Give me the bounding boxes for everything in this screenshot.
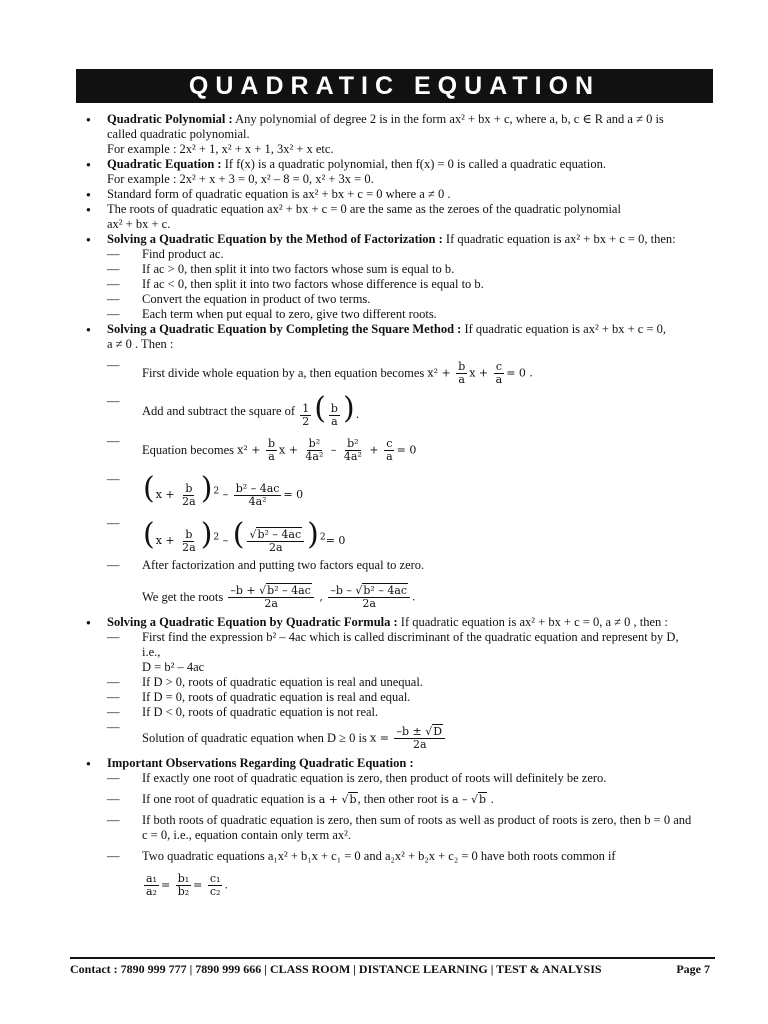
equation: a + √b [318, 793, 357, 806]
bullet-quadratic-equation: ● Quadratic Equation : If f(x) is a quadratic polynomial, then f(x) = 0 is called a quadratic equation. [86, 157, 716, 172]
equation: $\frac{\text{a₁}}{\text{a₂}}$ = $\frac{\text{b₁}}{\text{b₂}}$ = $\frac{\text{c₁}}{\text{c₂}}$ . [146, 871, 228, 898]
text-line: called quadratic polynomial. [107, 127, 250, 141]
step-item: — Find product ac. [86, 247, 716, 262]
roots-line: We get the roots $\frac{\text{–b + √b² – 4ac}}{2a}$ , $\frac{\text{–b – √b² – 4ac}}{2a}$ . [142, 583, 416, 610]
equation: — (x + $\frac{b}{2a}$ )$^2$ – ( $\frac{\text{√b² – 4ac}}{2a}$ )$^2$= 0 [143, 517, 346, 554]
bullet-quadratic-polynomial: ● Quadratic Polynomial : Any polynomial of degree 2 is in the form ax² + bx + c, where a, b, c ∈ R and a ≠ 0 is [86, 112, 716, 127]
equation: — (x + $\frac{b}{2a}$ )$^2$ – $\frac{\text{b² – 4ac}}{\text{4a²}}$ = 0 [143, 471, 304, 508]
text-line: i.e., [142, 645, 161, 659]
step-square-form [86, 472, 716, 510]
step-item: — If D < 0, roots of quadratic equation is not real. [86, 705, 716, 720]
step-item: — If D = 0, roots of quadratic equation is real and equal. [86, 690, 716, 705]
text-line: ax² + bx + c. [107, 217, 171, 231]
equation: x² + $\frac{b}{a}$ x + $\frac{c}{a}$ = 0 . [427, 359, 533, 386]
equation: x = $\frac{-b \pm √D}{2a}$ [370, 726, 447, 751]
text-line: a ≠ 0 . Then : [107, 337, 174, 351]
page-title: QUADRATIC EQUATION [188, 71, 601, 100]
example-line: For example : 2x² + x + 3 = 0, x² – 8 = 0, x² + 3x = 0. [107, 172, 374, 186]
step-difference-of-squares [86, 516, 716, 558]
bullet-completing-square: ● Solving a Quadratic Equation by Completing the Square Method : If quadratic equation is ax² + bx + c = 0, [86, 322, 716, 337]
content [86, 112, 716, 900]
step-add-subtract: — Add and subtract the square of $\frac{1}{2}$ ( $\frac{b}{a}$ ). [86, 394, 716, 428]
bullet-quadratic-formula: ● Solving a Quadratic Equation by Quadratic Formula : If quadratic equation is ax² + bx + c = 0, a ≠ 0 , then : [86, 615, 716, 630]
title-banner [76, 69, 713, 103]
footer-contact: Contact : 7890 999 777 | 7890 999 666 | CLASS ROOM | DISTANCE LEARNING | TEST & ANALYSIS [70, 962, 602, 976]
page-number: Page 7 [676, 962, 710, 976]
step-item: — First find the expression b² – 4ac which is called discriminant of the quadratic equation and represent by D, [86, 630, 716, 645]
step-formula: — Solution of quadratic equation when D ≥ 0 is x = $\frac{-b \pm √D}{2a}$ [86, 720, 716, 756]
text-line: c = 0, i.e., equation contain only term ax². [142, 828, 352, 842]
equation: $\frac{1}{2}$ ( $\frac{b}{a}$ ). [302, 391, 360, 428]
step-irrational-root: — If one root of quadratic equation is a + √b, then other root is a – √b . [86, 792, 716, 807]
step-item: — Convert the equation in product of two terms. [86, 292, 716, 307]
equation: x² + $\frac{b}{a}$ x + $\frac{\text{b²}}{\text{4a²}}$ – $\frac{\text{b²}}{\text{4a²}}$ + $\frac{c}{a}$ = 0 [237, 436, 417, 463]
step-divide: — First divide whole equation by a, then equation becomes x² + $\frac{b}{a}$ x + $\frac{c}{a}$ = 0 . [86, 358, 716, 388]
step-equation-becomes: — Equation becomes x² + $\frac{b}{a}$ x + $\frac{\text{b²}}{\text{4a²}}$ – $\frac{\text{b²}}{\text{4a²}}$ + $\frac{c}{a}$ = 0 [86, 434, 716, 466]
step-item: — If ac < 0, then split it into two factors whose difference is equal to b. [86, 277, 716, 292]
text-line: D = b² – 4ac [142, 660, 205, 674]
footer-divider [70, 957, 715, 959]
bullet-roots-zeroes: ● The roots of quadratic equation ax² + bx + c = 0 are the same as the zeroes of the quadratic polynomial [86, 202, 716, 217]
bullet-observations: ● Important Observations Regarding Quadratic Equation : [86, 756, 716, 771]
footer [70, 962, 710, 977]
step-item: — If exactly one root of quadratic equation is zero, then product of roots will definitely be zero. [86, 771, 716, 786]
bullet-standard-form: ● Standard form of quadratic equation is ax² + bx + c = 0 where a ≠ 0 . [86, 187, 716, 202]
step-item: — If both roots of quadratic equation is zero, then sum of roots as well as product of roots is zero, then b = 0 and [86, 813, 716, 828]
step-item: — After factorization and putting two factors equal to zero. [86, 558, 716, 573]
common-roots-condition [86, 870, 716, 900]
example-line: For example : 2x² + 1, x² + x + 1, 3x² + x etc. [107, 142, 334, 156]
equation: a – √b . [451, 793, 495, 806]
step-item: — Two quadratic equations a₁x² + b₁x + c₁ = 0 and a₂x² + b₂x + c₂ = 0 have both roots common if [86, 849, 716, 864]
step-item: — If D > 0, roots of quadratic equation is real and unequal. [86, 675, 716, 690]
bullet-factorization: ● Solving a Quadratic Equation by the Method of Factorization : If quadratic equation is ax² + bx + c = 0, then: [86, 232, 716, 247]
equation: $\frac{\text{–b + √b² – 4ac}}{2a}$ , $\frac{\text{–b – √b² – 4ac}}{2a}$ . [230, 583, 416, 610]
step-item: — Each term when put equal to zero, give two different roots. [86, 307, 716, 322]
step-item: — If ac > 0, then split it into two factors whose sum is equal to b. [86, 262, 716, 277]
